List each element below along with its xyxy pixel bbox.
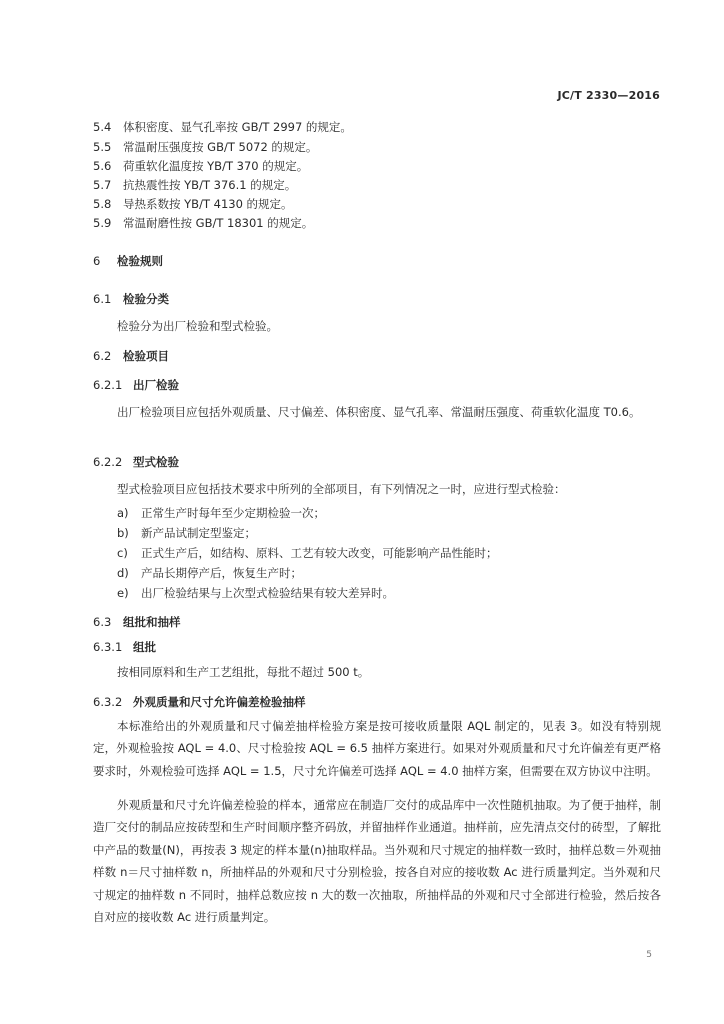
clause-text: 常温耐磨性按 GB/T 18301 的规定。 [123, 216, 314, 230]
section-6-3-2-para-2: 外观质量和尺寸允许偏差检验的样本，通常应在制造厂交付的成品库中一次性随机抽取。为了便于抽样，制造厂交付的制品应按砖型和生产时间顺序整齐码放，并留抽样作业通道。抽样前，应先清点交付的砖型，了解批中产品的数量(N)，再按表 3 规定的样本量(n)抽取样品。当外观和尺寸规定的抽样数一致时，抽样总数＝外观抽样数 n＝尺寸抽样数 n，所抽样品的外观和尺寸分别检验，按各自对应的接收数 Ac 进行质量判定。当外观和尺寸规定的抽样数 n 不同时，抽样总数应按 n 大的数一次抽取，所抽样品的外观和尺寸全部进行检验，然后按各自对应的接收数 Ac 进行质量判定。 [93, 798, 661, 925]
list-label: b) [117, 526, 129, 540]
section-number: 6.1 [93, 292, 112, 306]
section-6-2-2-text: 型式检验项目应包括技术要求中所列的全部项目，有下列情况之一时，应进行型式检验： [117, 482, 566, 496]
list-text: 正常生产时每年至少定期检验一次； [141, 506, 325, 520]
section-6-3-1-text: 按相同原料和生产工艺组批，每批不超过 500 t。 [117, 665, 370, 679]
section-title: 检验规则 [117, 254, 163, 268]
list-label: d) [117, 566, 129, 580]
clause-text: 体积密度、显气孔率按 GB/T 2997 的规定。 [123, 120, 352, 134]
section-number: 6.2 [93, 349, 112, 363]
clause-text: 荷重软化温度按 YB/T 370 的规定。 [123, 159, 309, 173]
clause-text: 抗热震性按 YB/T 376.1 的规定。 [123, 178, 297, 192]
clause-text: 导热系数按 YB/T 4130 的规定。 [123, 197, 293, 211]
list-item [117, 565, 302, 581]
list-item [117, 505, 325, 521]
section-title: 组批 [133, 640, 156, 654]
clause-number: 5.4 [93, 120, 112, 134]
section-6-2-1-text: 出厂检验项目应包括外观质量、尺寸偏差、体积密度、显气孔率、常温耐压强度、荷重软化温度 T0.6。 [117, 405, 641, 419]
clause-5-4 [93, 119, 663, 135]
list-label: a) [117, 506, 129, 520]
clause-number: 5.8 [93, 197, 112, 211]
section-title: 检验项目 [123, 349, 169, 363]
section-title: 检验分类 [123, 292, 169, 306]
section-number: 6.3.2 [93, 695, 123, 709]
section-6-2-heading [93, 348, 169, 364]
list-text: 新产品试制定型鉴定； [141, 526, 256, 540]
section-6-heading [93, 253, 163, 269]
section-6-3-2-heading [93, 694, 306, 710]
clause-number: 5.6 [93, 159, 112, 173]
clause-5-5 [93, 139, 663, 155]
list-item [117, 585, 394, 601]
list-label: e) [117, 586, 129, 600]
clause-5-9 [93, 215, 663, 231]
section-6-1-text: 检验分为出厂检验和型式检验。 [117, 319, 278, 333]
list-label: c) [117, 546, 128, 560]
section-number: 6.3 [93, 615, 112, 629]
clause-number: 5.9 [93, 216, 112, 230]
clause-5-7 [93, 177, 663, 193]
section-6-2-1-heading [93, 377, 179, 393]
section-number: 6 [93, 254, 101, 268]
section-title: 出厂检验 [133, 378, 179, 392]
section-number: 6.2.1 [93, 378, 123, 392]
section-6-3-1-heading [93, 639, 156, 655]
list-text: 正式生产后，如结构、原料、工艺有较大改变，可能影响产品性能时； [141, 546, 498, 560]
section-6-2-2-heading [93, 454, 179, 470]
page-number: 5 [646, 950, 652, 960]
section-6-1-heading [93, 291, 169, 307]
section-number: 6.3.1 [93, 640, 123, 654]
section-number: 6.2.2 [93, 455, 123, 469]
list-text: 产品长期停产后，恢复生产时； [141, 566, 302, 580]
clause-text: 常温耐压强度按 GB/T 5072 的规定。 [123, 140, 318, 154]
clause-number: 5.5 [93, 140, 112, 154]
section-6-3-heading [93, 614, 181, 630]
list-text: 出厂检验结果与上次型式检验结果有较大差异时。 [141, 586, 394, 600]
clause-number: 5.7 [93, 178, 112, 192]
list-item [117, 525, 256, 541]
clause-5-8 [93, 196, 663, 212]
list-item [117, 545, 498, 561]
section-title: 型式检验 [133, 455, 179, 469]
section-title: 外观质量和尺寸允许偏差检验抽样 [133, 695, 306, 709]
clause-5-6 [93, 158, 663, 174]
section-title: 组批和抽样 [123, 615, 181, 629]
document-id-header: JC/T 2330—2016 [557, 89, 660, 102]
section-6-3-2-para-1: 本标准给出的外观质量和尺寸偏差抽样检验方案是按可接收质量限 AQL 制定的，见表 3。如没有特别规定，外观检验按 AQL = 4.0、尺寸检验按 AQL = 6.5 抽样方案进行。如果对外观质量和尺寸允许偏差有更严格要求时，外观检验可选择 AQL = 1.5，尺寸允许偏差可选择 AQL = 4.0 抽样方案，但需要在双方协议中注明。 [93, 719, 661, 778]
